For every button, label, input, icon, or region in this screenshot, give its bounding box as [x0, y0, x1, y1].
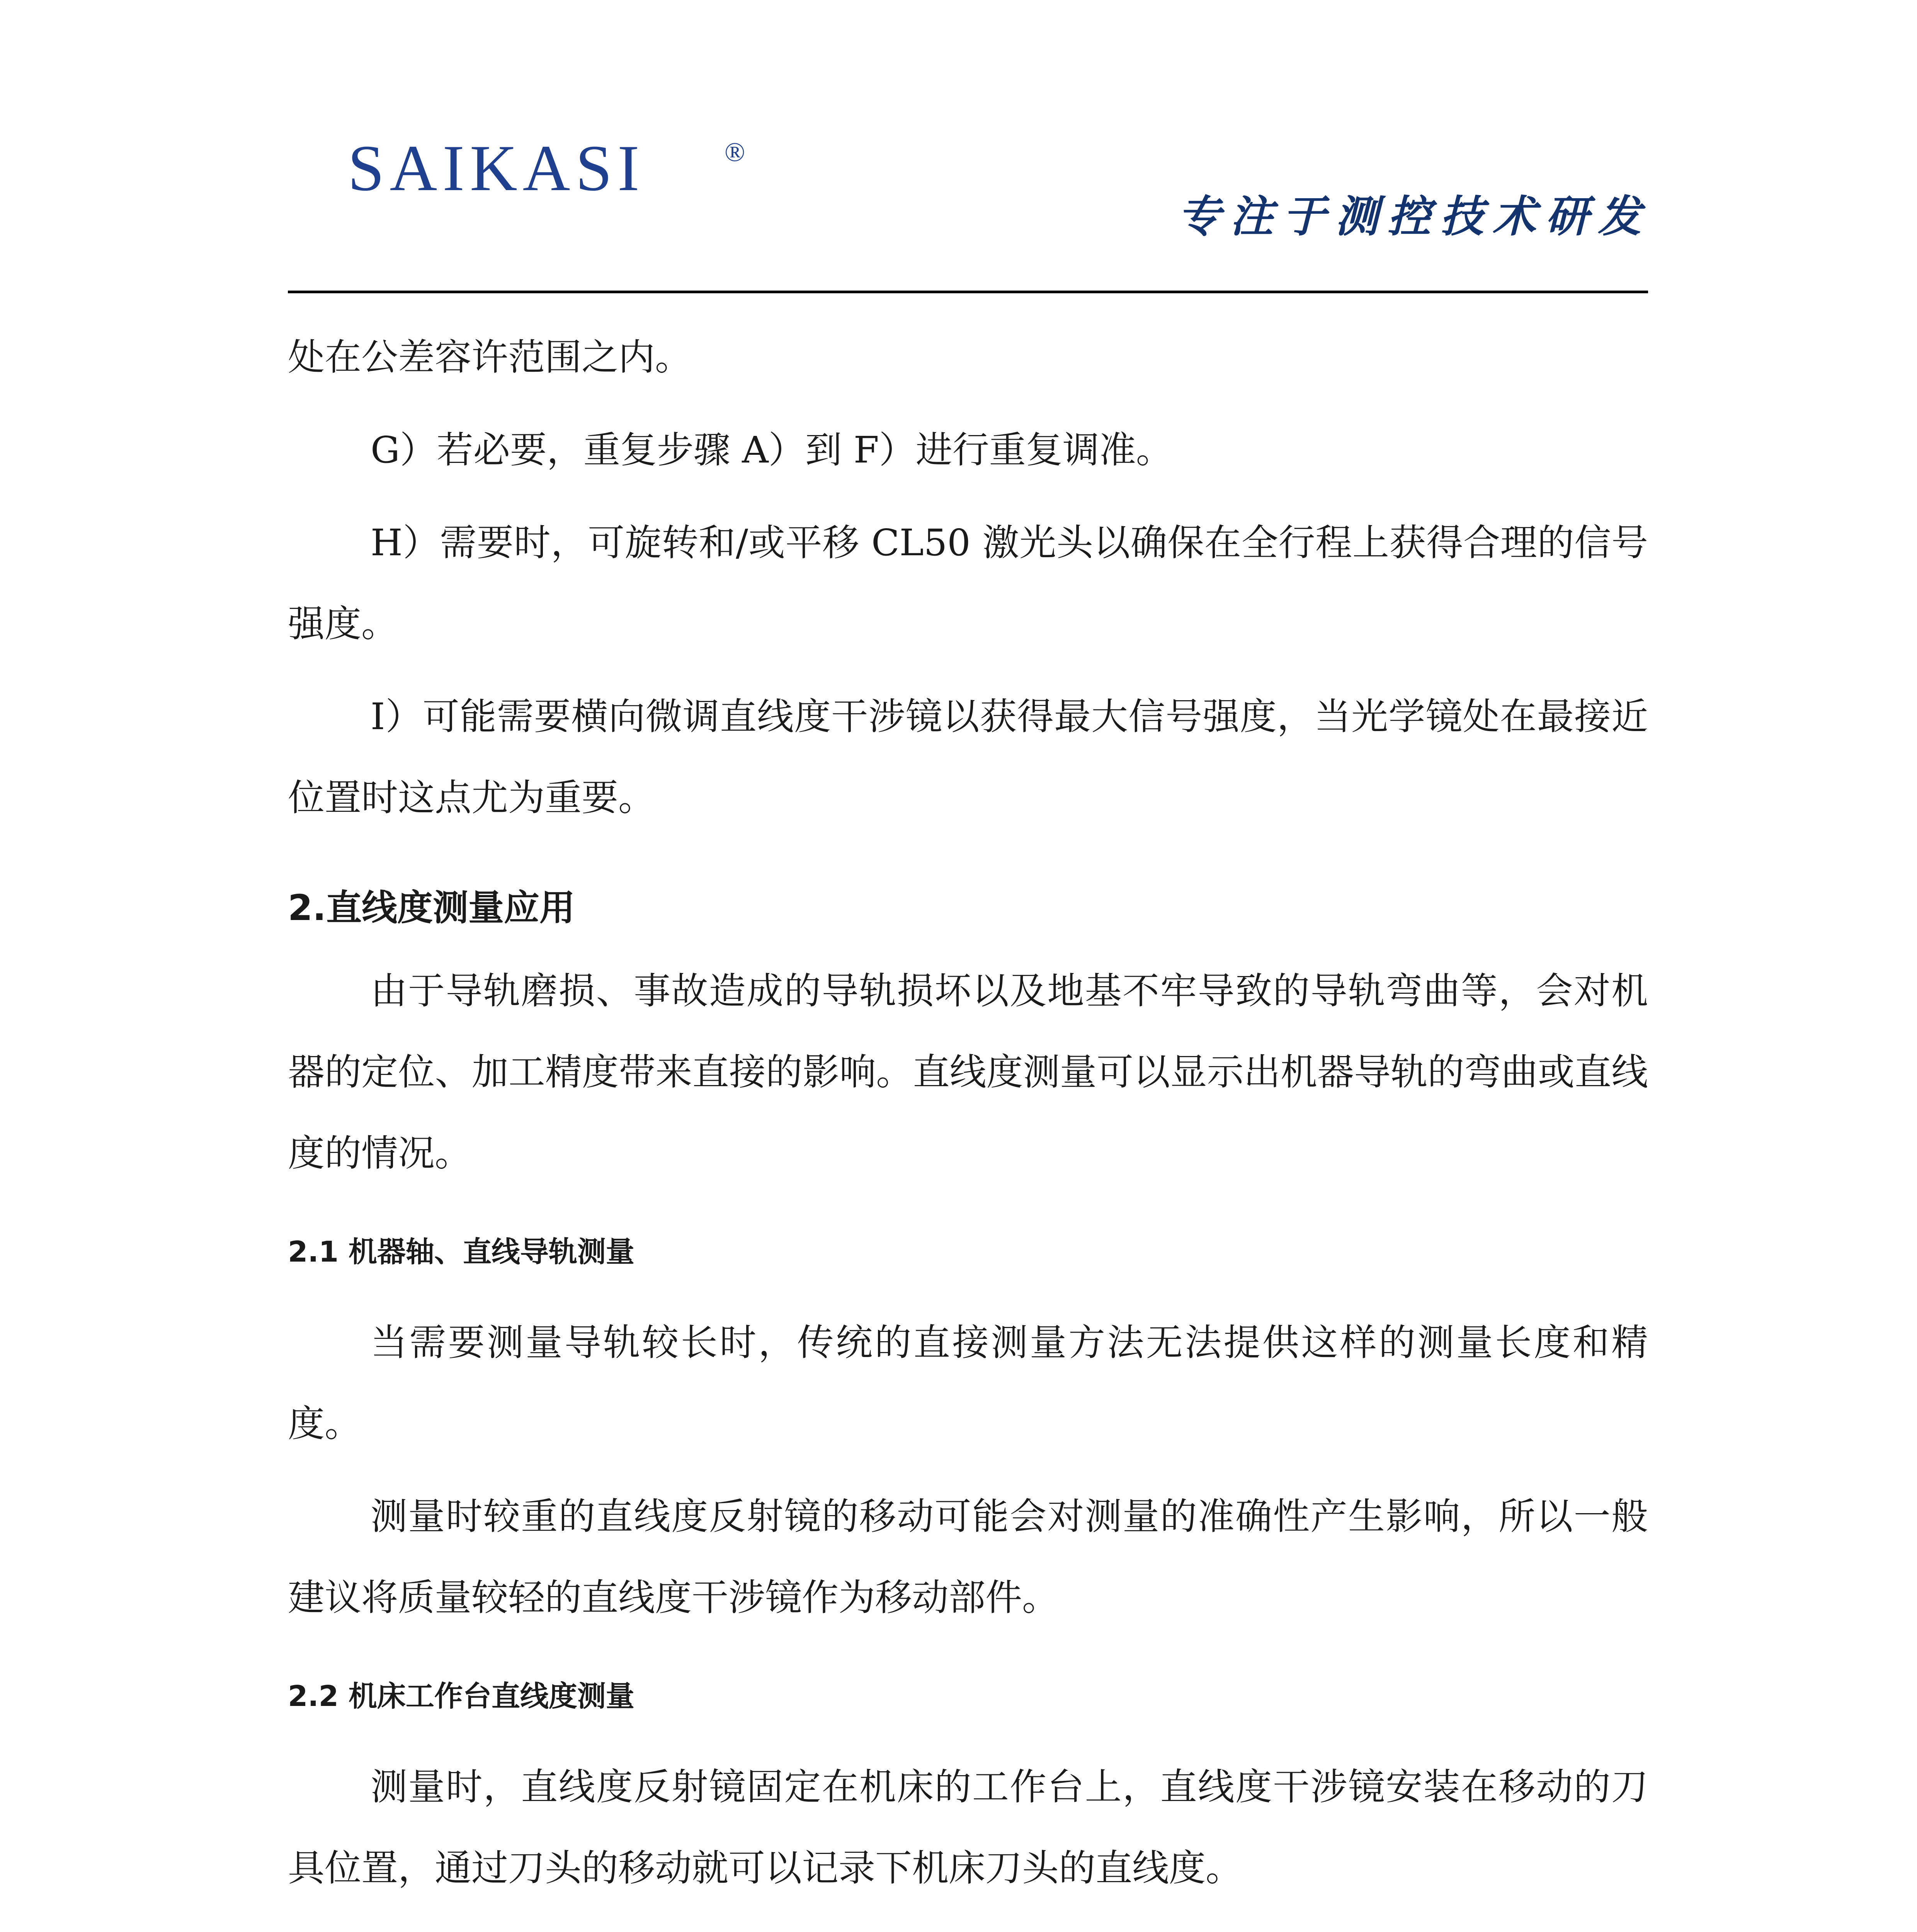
section-2-1-paragraph-2: 测量时较重的直线度反射镜的移动可能会对测量的准确性产生影响，所以一般建议将质量较轻的直线度干涉镜作为移动部件。 [288, 1495, 1648, 1619]
paragraph-step-g: G）若必要，重复步骤 A）到 F）进行重复调准。 [371, 429, 1173, 471]
section-2-paragraph: 由于导轨磨损、事故造成的导轨损坏以及地基不牢导致的导轨弯曲等，会对机器的定位、加工精度带来直接的影响。直线度测量可以显示出机器导轨的弯曲或直线度的情况。 [288, 970, 1648, 1175]
company-logo: SAIKASI [348, 132, 645, 204]
section-2-2-heading: 2.2 机床工作台直线度测量 [288, 1680, 634, 1713]
header-divider [288, 291, 1648, 293]
paragraph-step-i: I）可能需要横向微调直线度干涉镜以获得最大信号强度，当光学镜处在最接近位置时这点尤为重要。 [288, 696, 1648, 819]
page-body [288, 317, 1648, 1909]
header-slogan: 专注于测控技术研发 [1177, 191, 1650, 242]
paragraph-step-h: H）需要时，可旋转和/或平移 CL50 激光头以确保在全行程上获得合理的信号强度。 [288, 522, 1648, 645]
section-2-2-paragraph: 测量时，直线度反射镜固定在机床的工作台上，直线度干涉镜安装在移动的刀具位置，通过刀头的移动就可以记录下机床刀头的直线度。 [288, 1766, 1648, 1889]
section-2-1-heading: 2.1 机器轴、直线导轨测量 [288, 1235, 634, 1269]
section-2-heading: 2.直线度测量应用 [288, 887, 575, 929]
paragraph-continuation: 处在公差容许范围之内。 [288, 336, 692, 379]
registered-mark: ® [725, 138, 745, 167]
section-2-1-paragraph-1: 当需要测量导轨较长时，传统的直接测量方法无法提供这样的测量长度和精度。 [288, 1321, 1648, 1445]
